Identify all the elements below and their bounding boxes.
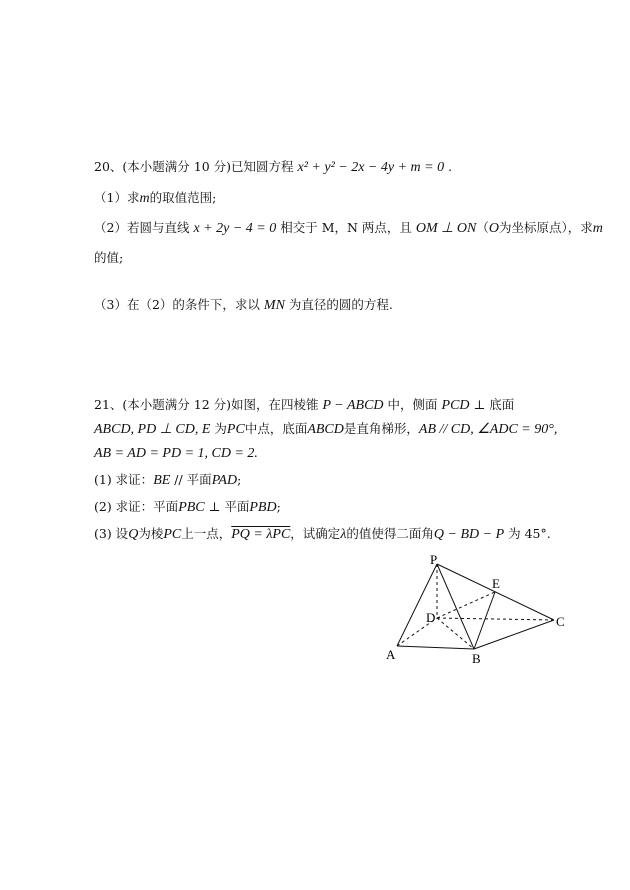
vector-equation: PQ = λPC [231,527,291,542]
q21-sub1: (1) 求证：BE // 平面PAD; [94,472,242,488]
edge-db [437,618,474,649]
q20-part2-cont: 的值; [94,250,124,265]
edge-de [437,592,495,618]
q20-part2: （2）若圆与直线 x + 2y − 4 = 0 相交于 M，N 两点，且 OM ⊥ ON（O为坐标原点），求m [94,220,603,236]
q21-line2: ABCD, PD ⊥ CD, E 为PC中点，底面ABCD是直角梯形，AB // CD, ∠ADC = 90°, [94,421,558,437]
label-a: A [386,647,396,662]
q20-part1: （1）求m的取值范围; [94,190,217,206]
edge-pb [437,564,474,649]
edge-be [474,592,495,649]
q20-stem: 20、(本小题满分 10 分)已知圆方程 x² + y² − 2x − 4y + m = 0 . [94,159,453,175]
label-e: E [492,576,500,591]
edge-ab [397,646,474,649]
label-p: P [430,554,438,567]
q20-part3: （3）在（2）的条件下，求以 MN 为直径的圆的方程. [94,297,393,313]
edge-pa [397,564,437,646]
label-c: C [556,614,565,629]
pyramid-figure [382,554,572,670]
label-b: B [472,651,481,666]
edge-bc [474,620,554,649]
q21-sub2: (2) 求证：平面PBC ⊥ 平面PBD; [94,499,281,515]
q20-equation: x² + y² − 2x − 4y + m = 0 [297,160,445,175]
label-d: D [426,610,436,625]
edge-dc [437,618,554,620]
q21-sub3: (3) 设Q为棱PC上一点，PQ = λPC，试确定λ的值使得二面角Q − BD − P 为 45°. [94,526,551,542]
q21-line3: AB = AD = PD = 1, CD = 2. [94,446,258,461]
edge-pc [437,564,554,620]
q21-line1: 21、(本小题满分 12 分)如图，在四棱锥 P − ABCD 中，侧面 PCD ⊥ 底面 [94,397,515,413]
